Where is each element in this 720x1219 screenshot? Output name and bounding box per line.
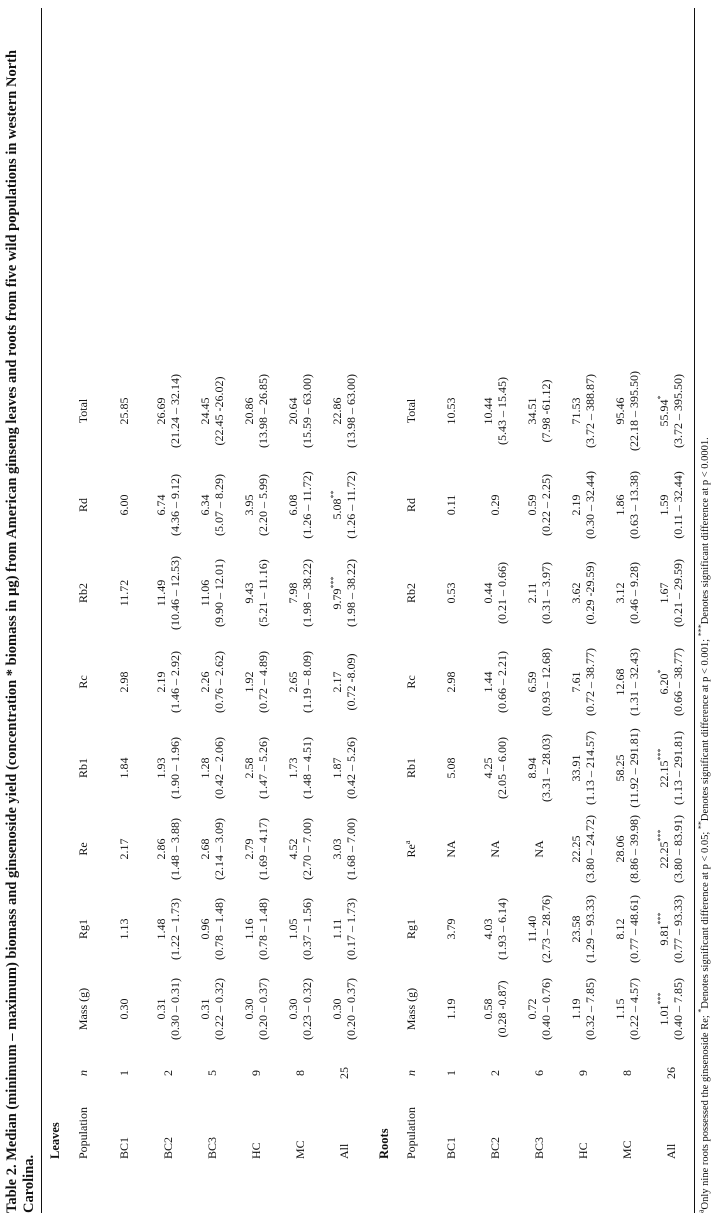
- leaves-cell-rg1: 1.11 (0.17 – 1.73): [330, 898, 358, 960]
- footnote-p2-text: Denotes significant difference at p < 0.001;: [700, 636, 711, 822]
- leaves-cell-rd: 5.08** (1.26 – 11.72): [329, 471, 358, 539]
- roots-cell-rb1: 33.91 (1.13 – 214.57): [569, 731, 597, 805]
- leaves-cell-rb2: 9.79*** (1.98 – 38.22): [329, 559, 358, 627]
- roots-cell-rc: 6.20* (0.66 – 38.77): [656, 648, 685, 716]
- leaves-cell-rc: 2.17 (0.72 -8.09): [330, 653, 358, 711]
- roots-header-re: Re$^a$: [403, 840, 418, 858]
- leaves-row-n: 9: [249, 1070, 263, 1076]
- leaves-header-n: n: [76, 1070, 90, 1076]
- leaves-cell-mass-g-: 0.30: [117, 998, 131, 1020]
- table-caption: Table 2. Median (minimum – maximum) biomass and ginsenoside yield (concentration * biomass in µg) from American ginseng leaves and roots from five wild populations in western North Carolina.: [4, 49, 37, 1213]
- leaves-cell-total: 24.45 (22.45 -26.02): [198, 376, 226, 446]
- leaves-header-rc: Rc: [76, 675, 90, 689]
- roots-row-population: MC: [620, 1140, 634, 1159]
- footnote-p2-mark: **: [696, 821, 706, 830]
- roots-cell-rd: 0.11: [444, 494, 458, 516]
- roots-cell-rb2: 1.67 (0.21 – 29.59): [657, 559, 685, 627]
- leaves-cell-re: 2.86 (1.48 – 3.88): [154, 818, 182, 880]
- roots-header-rg1: Rg1: [404, 919, 418, 940]
- leaves-cell-rg1: 0.96 (0.78 – 1.48): [198, 898, 226, 960]
- leaves-cell-rc: 2.19 (1.46 – 2.92): [154, 651, 182, 713]
- leaves-cell-rb2: 11.49 (10.46 – 12.53): [154, 556, 182, 630]
- roots-cell-rb1: 8.94 (3.31 – 28.03): [525, 734, 553, 802]
- leaves-cell-re: 3.03 (1.68 – 7.00): [330, 818, 358, 880]
- roots-cell-rc: 12.68 (1.31 – 32.43): [613, 648, 641, 716]
- leaves-cell-rc: 2.26 (0.76 – 2.62): [198, 651, 226, 713]
- leaves-cell-total: 25.85: [117, 397, 131, 425]
- leaves-cell-re: 2.79 (1.69 – 4.17): [242, 818, 270, 880]
- roots-cell-rg1: 4.03 (1.93 – 6.14): [481, 898, 509, 960]
- leaves-row-n: 8: [293, 1070, 307, 1076]
- footnote-a-text: Only nine roots possessed the ginsenoside Re;: [700, 1012, 711, 1210]
- roots-cell-rc: 2.98: [444, 671, 458, 693]
- leaves-cell-rc: 2.65 (1.19 – 8.09): [286, 651, 314, 713]
- roots-cell-re: 28.06 (8.86 – 39.98): [613, 815, 641, 883]
- roots-row-n: 6: [532, 1070, 546, 1076]
- leaves-cell-total: 26.69 (21.24 – 32.14): [154, 374, 182, 448]
- roots-header-n: n: [404, 1070, 418, 1076]
- roots-row-population: BC2: [488, 1136, 502, 1159]
- roots-header-rb1: Rb1: [404, 758, 418, 779]
- roots-row-n: 1: [444, 1070, 458, 1076]
- leaves-cell-rd: 6.34 (5.07 – 8.29): [198, 474, 226, 536]
- leaves-cell-rb1: 2.58 (1.47 – 5.26): [242, 737, 270, 799]
- roots-row-n: 9: [576, 1070, 590, 1076]
- roots-cell-rb2: 3.12 (0.46 – 9.28): [613, 562, 641, 624]
- roots-cell-mass-g-: 0.58 (0.28 -0.87): [481, 980, 509, 1038]
- leaves-cell-rb1: 1.84: [117, 757, 131, 779]
- roots-row-n: 8: [620, 1070, 634, 1076]
- leaves-cell-rg1: 1.05 (0.37 – 1.56): [286, 898, 314, 960]
- footnote-p3-text: Denotes significant difference at p < 0.0001.: [700, 437, 711, 625]
- leaves-header-re: Re: [76, 842, 90, 856]
- roots-cell-rd: 1.86 (0.63 – 13.38): [613, 471, 641, 539]
- roots-row-population: BC1: [444, 1136, 458, 1159]
- leaves-header-mass-g-: Mass (g): [76, 987, 90, 1031]
- roots-cell-rg1: 3.79: [444, 918, 458, 940]
- roots-row-population: All: [664, 1143, 678, 1159]
- roots-cell-mass-g-: 1.19: [444, 998, 458, 1020]
- leaves-header-rg1: Rg1: [76, 919, 90, 940]
- leaves-cell-rd: 6.08 (1.26 – 11.72): [286, 471, 314, 539]
- roots-row-population: HC: [576, 1142, 590, 1159]
- roots-cell-rd: 1.59 (0.11 – 32.44): [657, 471, 685, 539]
- leaves-cell-rg1: 1.48 (1.22 – 1.73): [154, 898, 182, 960]
- roots-cell-total: 10.44 (5.43 – 15.45): [481, 377, 509, 445]
- roots-cell-rb1: 5.08: [444, 757, 458, 779]
- leaves-cell-re: 2.17: [117, 838, 131, 860]
- leaves-cell-mass-g-: 0.30 (0.23 – 0.32): [286, 978, 314, 1040]
- leaves-cell-mass-g-: 0.30 (0.20 – 0.37): [242, 978, 270, 1040]
- top-rule: [41, 8, 42, 1213]
- leaves-cell-rg1: 1.16 (0.78 – 1.48): [242, 898, 270, 960]
- leaves-cell-rg1: 1.13: [117, 918, 131, 940]
- roots-cell-total: 34.51 (7.98 -61.12): [525, 379, 553, 443]
- footnote-p1-text: Denotes significant difference at p < 0.05;: [700, 829, 711, 1009]
- leaves-cell-re: 2.68 (2.14 – 3.09): [198, 818, 226, 880]
- leaves-row-n: 25: [337, 1067, 351, 1079]
- leaves-cell-rb2: 7.98 (1.98 – 38.22): [286, 559, 314, 627]
- roots-cell-re: 22.25 (3.80 – 24.72): [569, 815, 597, 883]
- roots-cell-total: 95.46 (22.18 – 395.50): [613, 371, 641, 451]
- roots-cell-rg1: 8.12 (0.77 – 48.61): [613, 895, 641, 963]
- roots-cell-rg1: 9.81*** (0.77 – 93.33): [656, 895, 685, 963]
- roots-header-rb2: Rb2: [404, 583, 418, 604]
- roots-cell-mass-g-: 1.19 (0.32 – 7.85): [569, 978, 597, 1040]
- roots-cell-rb2: 3.62 (0.29 -29.59): [569, 561, 597, 625]
- footnote: [696, 437, 711, 1213]
- roots-header-total: Total: [404, 398, 418, 424]
- leaves-cell-rb1: 1.28 (0.42 – 2.06): [198, 737, 226, 799]
- leaves-cell-rb2: 11.06 (9.90 – 12.01): [198, 559, 226, 627]
- leaves-cell-total: 22.86 (13.98 – 63.00): [330, 374, 358, 448]
- leaves-header-rd: Rd: [76, 498, 90, 513]
- leaves-cell-mass-g-: 0.30 (0.20 – 0.37): [330, 978, 358, 1040]
- roots-cell-total: 10.53: [444, 397, 458, 425]
- roots-cell-rb2: 0.44 (0.21 – 0.66): [481, 562, 509, 624]
- leaves-cell-rb1: 1.73 (1.48 – 4.51): [286, 737, 314, 799]
- roots-cell-rd: 2.19 (0.30 – 32.44): [569, 471, 597, 539]
- roots-row-n: 26: [664, 1067, 678, 1079]
- leaves-cell-rd: 3.95 (2.20 – 5.99): [242, 474, 270, 536]
- roots-header-rd: Rd: [404, 498, 418, 513]
- roots-cell-rc: 7.61 (0.72 – 38.77): [569, 648, 597, 716]
- leaves-cell-total: 20.64 (15.59 – 63.00): [286, 374, 314, 448]
- leaves-row-population: BC3: [205, 1136, 219, 1159]
- leaves-cell-re: 4.52 (2.70 – 7.00): [286, 818, 314, 880]
- leaves-cell-rc: 1.92 (0.72 – 4.89): [242, 651, 270, 713]
- leaves-cell-rc: 2.98: [117, 671, 131, 693]
- roots-cell-rb1: 4.25 (2.05 – 6.00): [481, 737, 509, 799]
- leaves-cell-mass-g-: 0.31 (0.30 – 0.31): [154, 978, 182, 1040]
- roots-cell-rg1: 11.40 (2.73 – 28.76): [525, 895, 553, 963]
- footnote-p3-mark: ***: [696, 624, 706, 637]
- leaves-row-population: HC: [249, 1142, 263, 1159]
- roots-cell-rb1: 22.15*** (1.13 – 291.81): [656, 731, 685, 805]
- roots-cell-rc: 6.59 (0.93 – 12.68): [525, 648, 553, 716]
- roots-cell-rc: 1.44 (0.66 – 2.21): [481, 651, 509, 713]
- leaves-header-total: Total: [76, 398, 90, 424]
- roots-cell-re: NA: [488, 840, 502, 858]
- leaves-row-population: BC1: [117, 1136, 131, 1159]
- leaves-row-n: 2: [161, 1070, 175, 1076]
- footnote-p1-mark: *: [696, 1008, 706, 1013]
- roots-cell-re: NA: [444, 840, 458, 858]
- roots-cell-rd: 0.59 (0.22 – 2.25): [525, 474, 553, 536]
- leaves-cell-rd: 6.00: [117, 494, 131, 516]
- roots-row-population: BC3: [532, 1136, 546, 1159]
- roots-header-population: Population: [404, 1106, 418, 1159]
- leaves-cell-total: 20.86 (13.98 – 26.85): [242, 374, 270, 448]
- roots-cell-rb2: 2.11 (0.31 – 3.97): [525, 562, 553, 624]
- roots-cell-mass-g-: 1.15 (0.22 – 4.57): [613, 978, 641, 1040]
- roots-cell-total: 55.94* (3.72 – 395.50): [656, 374, 685, 448]
- leaves-cell-rd: 6.74 (4.36 – 9.12): [154, 474, 182, 536]
- roots-row-n: 2: [488, 1070, 502, 1076]
- bottom-rule: [694, 8, 695, 1213]
- leaves-row-population: All: [337, 1143, 351, 1159]
- roots-header-rc: Rc: [404, 675, 418, 689]
- roots-cell-rd: 0.29: [488, 494, 502, 516]
- footnote-a-mark: a: [696, 1209, 706, 1213]
- roots-cell-re: 22.25*** (3.80 – 83.91): [656, 815, 685, 883]
- roots-cell-mass-g-: 0.72 (0.40 – 0.76): [525, 978, 553, 1040]
- leaves-header-population: Population: [76, 1106, 90, 1159]
- roots-header-mass-g-: Mass (g): [404, 987, 418, 1031]
- roots-cell-rb2: 0.53: [444, 582, 458, 604]
- roots-cell-mass-g-: 1.01*** (0.40 – 7.85): [656, 978, 685, 1040]
- leaves-row-population: BC2: [161, 1136, 175, 1159]
- leaves-row-n: 1: [117, 1070, 131, 1076]
- leaves-cell-rb1: 1.93 (1.90 – 1.96): [154, 737, 182, 799]
- leaves-header-rb1: Rb1: [76, 758, 90, 779]
- roots-cell-rb1: 58.25 (11.92 – 291.81): [613, 728, 641, 808]
- leaves-cell-rb2: 9.43 (5.21 – 11.16): [242, 559, 270, 627]
- roots-section-title: Roots: [377, 1128, 391, 1159]
- roots-cell-total: 71.53 (3.72 – 388.87): [569, 374, 597, 448]
- leaves-row-population: MC: [293, 1140, 307, 1159]
- leaves-cell-rb1: 1.87 (0.42 – 5.26): [330, 737, 358, 799]
- leaves-section-title: Leaves: [48, 1122, 62, 1159]
- leaves-cell-mass-g-: 0.31 (0.22 – 0.32): [198, 978, 226, 1040]
- roots-cell-rg1: 23.58 (1.29 – 93.33): [569, 895, 597, 963]
- roots-cell-re: NA: [532, 840, 546, 858]
- leaves-cell-rb2: 11.72: [117, 579, 131, 607]
- leaves-row-n: 5: [205, 1070, 219, 1076]
- leaves-header-rb2: Rb2: [76, 583, 90, 604]
